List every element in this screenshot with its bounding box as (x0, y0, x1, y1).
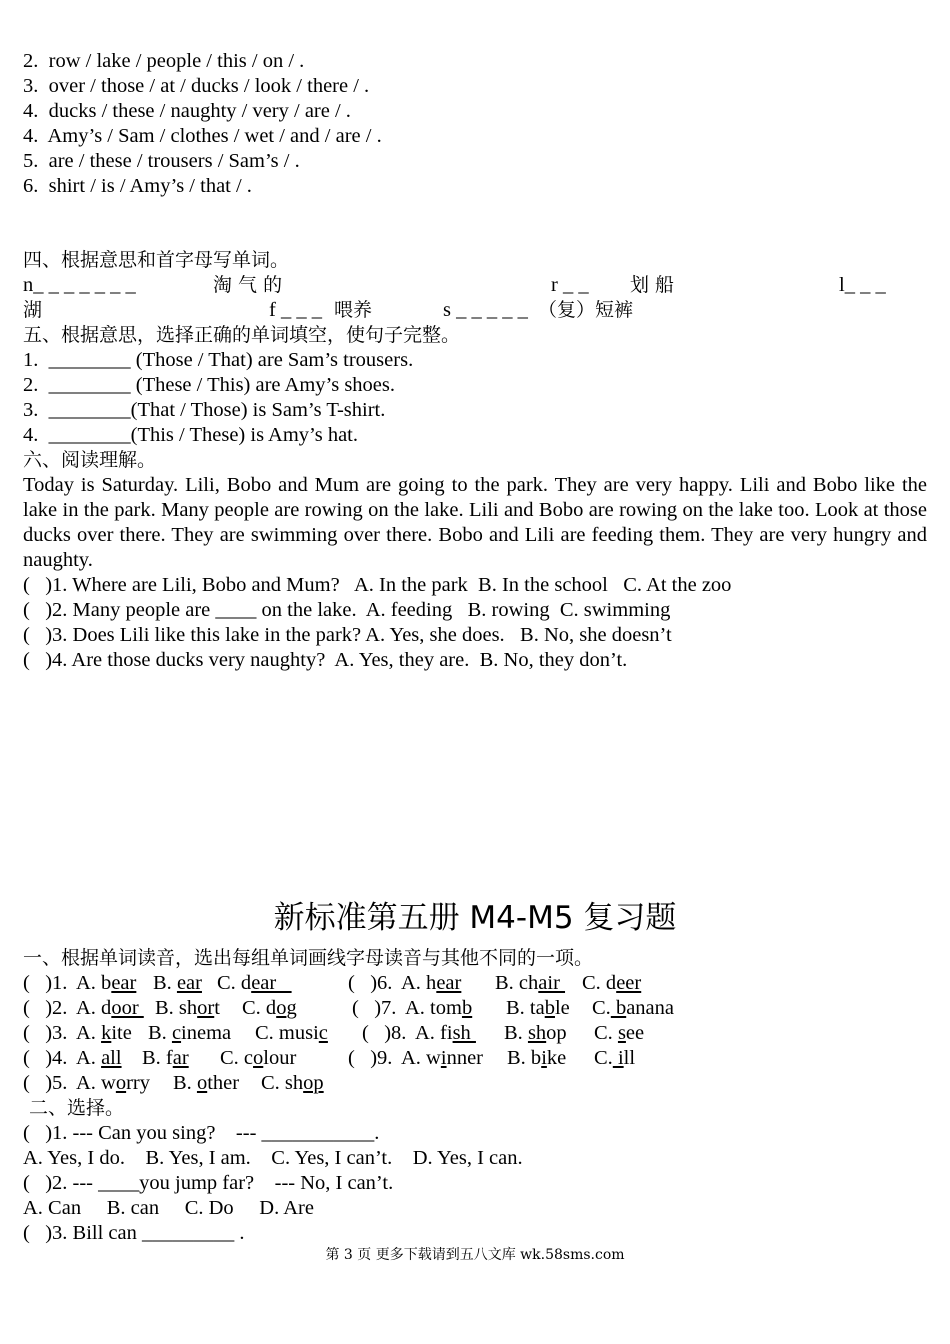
phonics-row (23, 1046, 927, 1071)
underlined-letters: air (538, 972, 566, 994)
underlined-letters: ear (251, 972, 292, 994)
option-text: B. (173, 1072, 197, 1094)
question-number: ( )8. (362, 1022, 407, 1044)
option-text: ther (207, 1072, 240, 1094)
question-number: ( )5. (23, 1072, 68, 1094)
fill-line: 1. ________ (Those / That) are Sam’s trousers. (23, 349, 414, 371)
option-text: B. (148, 1022, 172, 1044)
underlined-letters: b (461, 997, 473, 1019)
underlined-letters: sh (527, 1022, 547, 1044)
letters-shorts: s _ _ _ _ _ (443, 299, 528, 321)
option-text: ite (111, 1022, 132, 1044)
option-text: C. (594, 1022, 618, 1044)
question-number: ( )6. (348, 972, 393, 994)
option-c (220, 1046, 296, 1071)
fill-line: 2. ________ (These / This) are Amy’s shoes. (23, 374, 395, 396)
option-b (173, 1071, 239, 1096)
option-b (142, 1046, 189, 1071)
choice-line: ( )1. --- Can you sing? --- ___________. (23, 1122, 380, 1144)
underlined-letters: o (115, 1072, 127, 1094)
underlined-letters: ar (172, 1047, 189, 1069)
meaning-naughty: 淘 气 的 (213, 274, 283, 296)
option-b (153, 971, 202, 996)
option-b (155, 996, 220, 1021)
option-text: C. (594, 1047, 613, 1069)
option-text: A. fi (415, 1022, 453, 1044)
option-c (594, 1021, 644, 1046)
underlined-letters: o (196, 1072, 208, 1094)
underlined-letters: i (612, 1047, 624, 1069)
option-c (255, 1021, 328, 1046)
underlined-letters: c (171, 1022, 182, 1044)
option-text: B. (504, 1022, 528, 1044)
underlined-letters: i (541, 1047, 547, 1069)
underlined-letters: oor (111, 997, 144, 1019)
option-text: A. (76, 1047, 102, 1069)
option-text: C. c (220, 1047, 254, 1069)
section6-heading: 六、阅读理解。 (23, 449, 157, 471)
phonics-row (23, 996, 927, 1021)
option-text: ll (623, 1047, 636, 1069)
reorder-line: 2. row / lake / people / this / on / . (23, 50, 305, 72)
option-text: nner (446, 1047, 483, 1069)
option-text: B. ta (506, 997, 545, 1019)
option-c (242, 996, 297, 1021)
underlined-letters: k (101, 1022, 112, 1044)
review-title: 新标准第五册 M4-M5 复习题 (273, 900, 677, 936)
word-row (23, 273, 927, 298)
choice-line: ( )2. --- ____you jump far? --- No, I can’t. (23, 1172, 394, 1194)
letters-naughty: n_ _ _ _ _ _ _ (23, 274, 136, 296)
part1-heading: 一、根据单词读音，选出每组单词画线字母读音与其他不同的一项。 (23, 947, 594, 969)
reading-question: ( )2. Many people are ____ on the lake. A. feeding B. rowing C. swimming (23, 599, 671, 621)
meaning-feed: 喂养 (334, 299, 373, 321)
option-a (76, 1071, 150, 1096)
underlined-letters: ear (111, 972, 137, 994)
reading-question: ( )3. Does Lili like this lake in the park? A. Yes, she does. B. No, she doesn’t (23, 624, 672, 646)
option-a (405, 996, 472, 1021)
option-text: A. b (76, 972, 112, 994)
option-a (401, 971, 461, 996)
question-number: ( )1. (23, 972, 68, 994)
underlined-letters: o (253, 1047, 264, 1069)
question-number: ( )9. (348, 1047, 393, 1069)
option-text: B. f (142, 1047, 173, 1069)
choice-line: A. Can B. can C. Do D. Are (23, 1197, 314, 1219)
reorder-line: 3. over / those / at / ducks / look / there / . (23, 75, 370, 97)
option-a (76, 971, 136, 996)
option-text: ke (546, 1047, 567, 1069)
underlined-letters: s (617, 1022, 626, 1044)
underlined-letters: all (101, 1047, 122, 1069)
option-text: A. h (401, 972, 437, 994)
section5-heading: 五、根据意思，选择正确的单词填空，使句子完整。 (23, 324, 461, 346)
phonics-row (23, 971, 927, 996)
underlined-letters: i (440, 1047, 447, 1069)
option-b (148, 1021, 231, 1046)
underlined-letters: op (303, 1072, 324, 1094)
reorder-line: 4. ducks / these / naughty / very / are / . (23, 100, 351, 122)
option-b (507, 1046, 566, 1071)
option-text: B. (153, 972, 177, 994)
choice-line: A. Yes, I do. B. Yes, I am. C. Yes, I can’t. D. Yes, I can. (23, 1147, 523, 1169)
option-text: le (554, 997, 570, 1019)
option-b (504, 1021, 567, 1046)
option-text: op (546, 1022, 567, 1044)
fill-line: 3. ________(That / Those) is Sam’s T-shirt. (23, 399, 386, 421)
option-text: A. tom (405, 997, 462, 1019)
fill-line: 4. ________(This / These) is Amy’s hat. (23, 424, 359, 446)
reading-passage: Today is Saturday. Lili, Bobo and Mum are going to the park. They are very happy. Lili and Bobo like the lake in the park. Many people are rowing on the lake. Lili and Bobo are rowing on the lake too. Look at those ducks over there. They are swimming over there. Bobo and Lili are feeding them. They are very hungry and naughty. (23, 474, 927, 571)
option-c (592, 996, 674, 1021)
option-text: lour (263, 1047, 297, 1069)
option-text: inema (181, 1022, 232, 1044)
question-number: ( )7. (352, 997, 397, 1019)
reorder-line: 5. are / these / trousers / Sam’s / . (23, 150, 300, 172)
word-row (23, 298, 927, 323)
option-b (506, 996, 570, 1021)
underlined-letters: or (197, 997, 215, 1019)
reorder-line: 4. Amy’s / Sam / clothes / wet / and / are / . (23, 125, 382, 147)
part2-heading: 二、选择。 (23, 1097, 125, 1119)
option-text: A. w (76, 1072, 116, 1094)
option-text: rry (126, 1072, 151, 1094)
underlined-letters: sh (452, 1022, 476, 1044)
letters-lake: l_ _ _ (839, 274, 886, 296)
reading-question: ( )1. Where are Lili, Bobo and Mum? A. In the park B. In the school C. At the zoo (23, 574, 732, 596)
option-text: g (286, 997, 297, 1019)
letters-row: r _ _ (551, 274, 589, 296)
option-a (76, 1021, 132, 1046)
option-text: C. d (242, 997, 277, 1019)
option-text: ee (625, 1022, 645, 1044)
meaning-shorts: （复）短裤 (538, 299, 634, 321)
option-text: C. (592, 997, 611, 1019)
underlined-letters: ear (176, 972, 202, 994)
underlined-letters: eer (616, 972, 642, 994)
underlined-letters: b (544, 997, 555, 1019)
section4-heading: 四、根据意思和首字母写单词。 (23, 249, 290, 271)
question-number: ( )4. (23, 1047, 68, 1069)
reading-question: ( )4. Are those ducks very naughty? A. Yes, they are. B. No, they don’t. (23, 649, 628, 671)
underlined-letters: ear (436, 972, 462, 994)
option-text: anana (626, 997, 674, 1019)
option-text: B. sh (155, 997, 198, 1019)
option-a (401, 1046, 483, 1071)
phonics-row (23, 1021, 927, 1046)
meaning-lake: 湖 (23, 299, 43, 321)
phonics-row (23, 1071, 927, 1096)
option-text: t (214, 997, 220, 1019)
option-c (217, 971, 292, 996)
option-text: C. musi (255, 1022, 319, 1044)
option-text: B. ch (495, 972, 539, 994)
option-text: A. w (401, 1047, 441, 1069)
choice-line: ( )3. Bill can _________ . (23, 1222, 245, 1244)
option-text: B. b (507, 1047, 542, 1069)
reorder-line: 6. shirt / is / Amy’s / that / . (23, 175, 252, 197)
option-text: A. d (76, 997, 112, 1019)
option-text: A. (76, 1022, 102, 1044)
page-footer: 第 3 页 更多下载请到五八文库 wk.58sms.com (325, 1247, 625, 1263)
underlined-letters: o (276, 997, 287, 1019)
option-text: C. d (582, 972, 617, 994)
question-number: ( )2. (23, 997, 68, 1019)
option-a (76, 1046, 122, 1071)
underlined-letters: c (318, 1022, 328, 1044)
option-a (76, 996, 144, 1021)
option-text: C. sh (261, 1072, 304, 1094)
question-number: ( )3. (23, 1022, 68, 1044)
letters-feed: f _ _ _ (269, 299, 322, 321)
option-c (594, 1046, 635, 1071)
option-c (261, 1071, 324, 1096)
option-text: C. d (217, 972, 252, 994)
underlined-letters: b (610, 997, 627, 1019)
option-b (495, 971, 565, 996)
option-a (415, 1021, 476, 1046)
meaning-row: 划 船 (630, 274, 675, 296)
option-c (582, 971, 641, 996)
